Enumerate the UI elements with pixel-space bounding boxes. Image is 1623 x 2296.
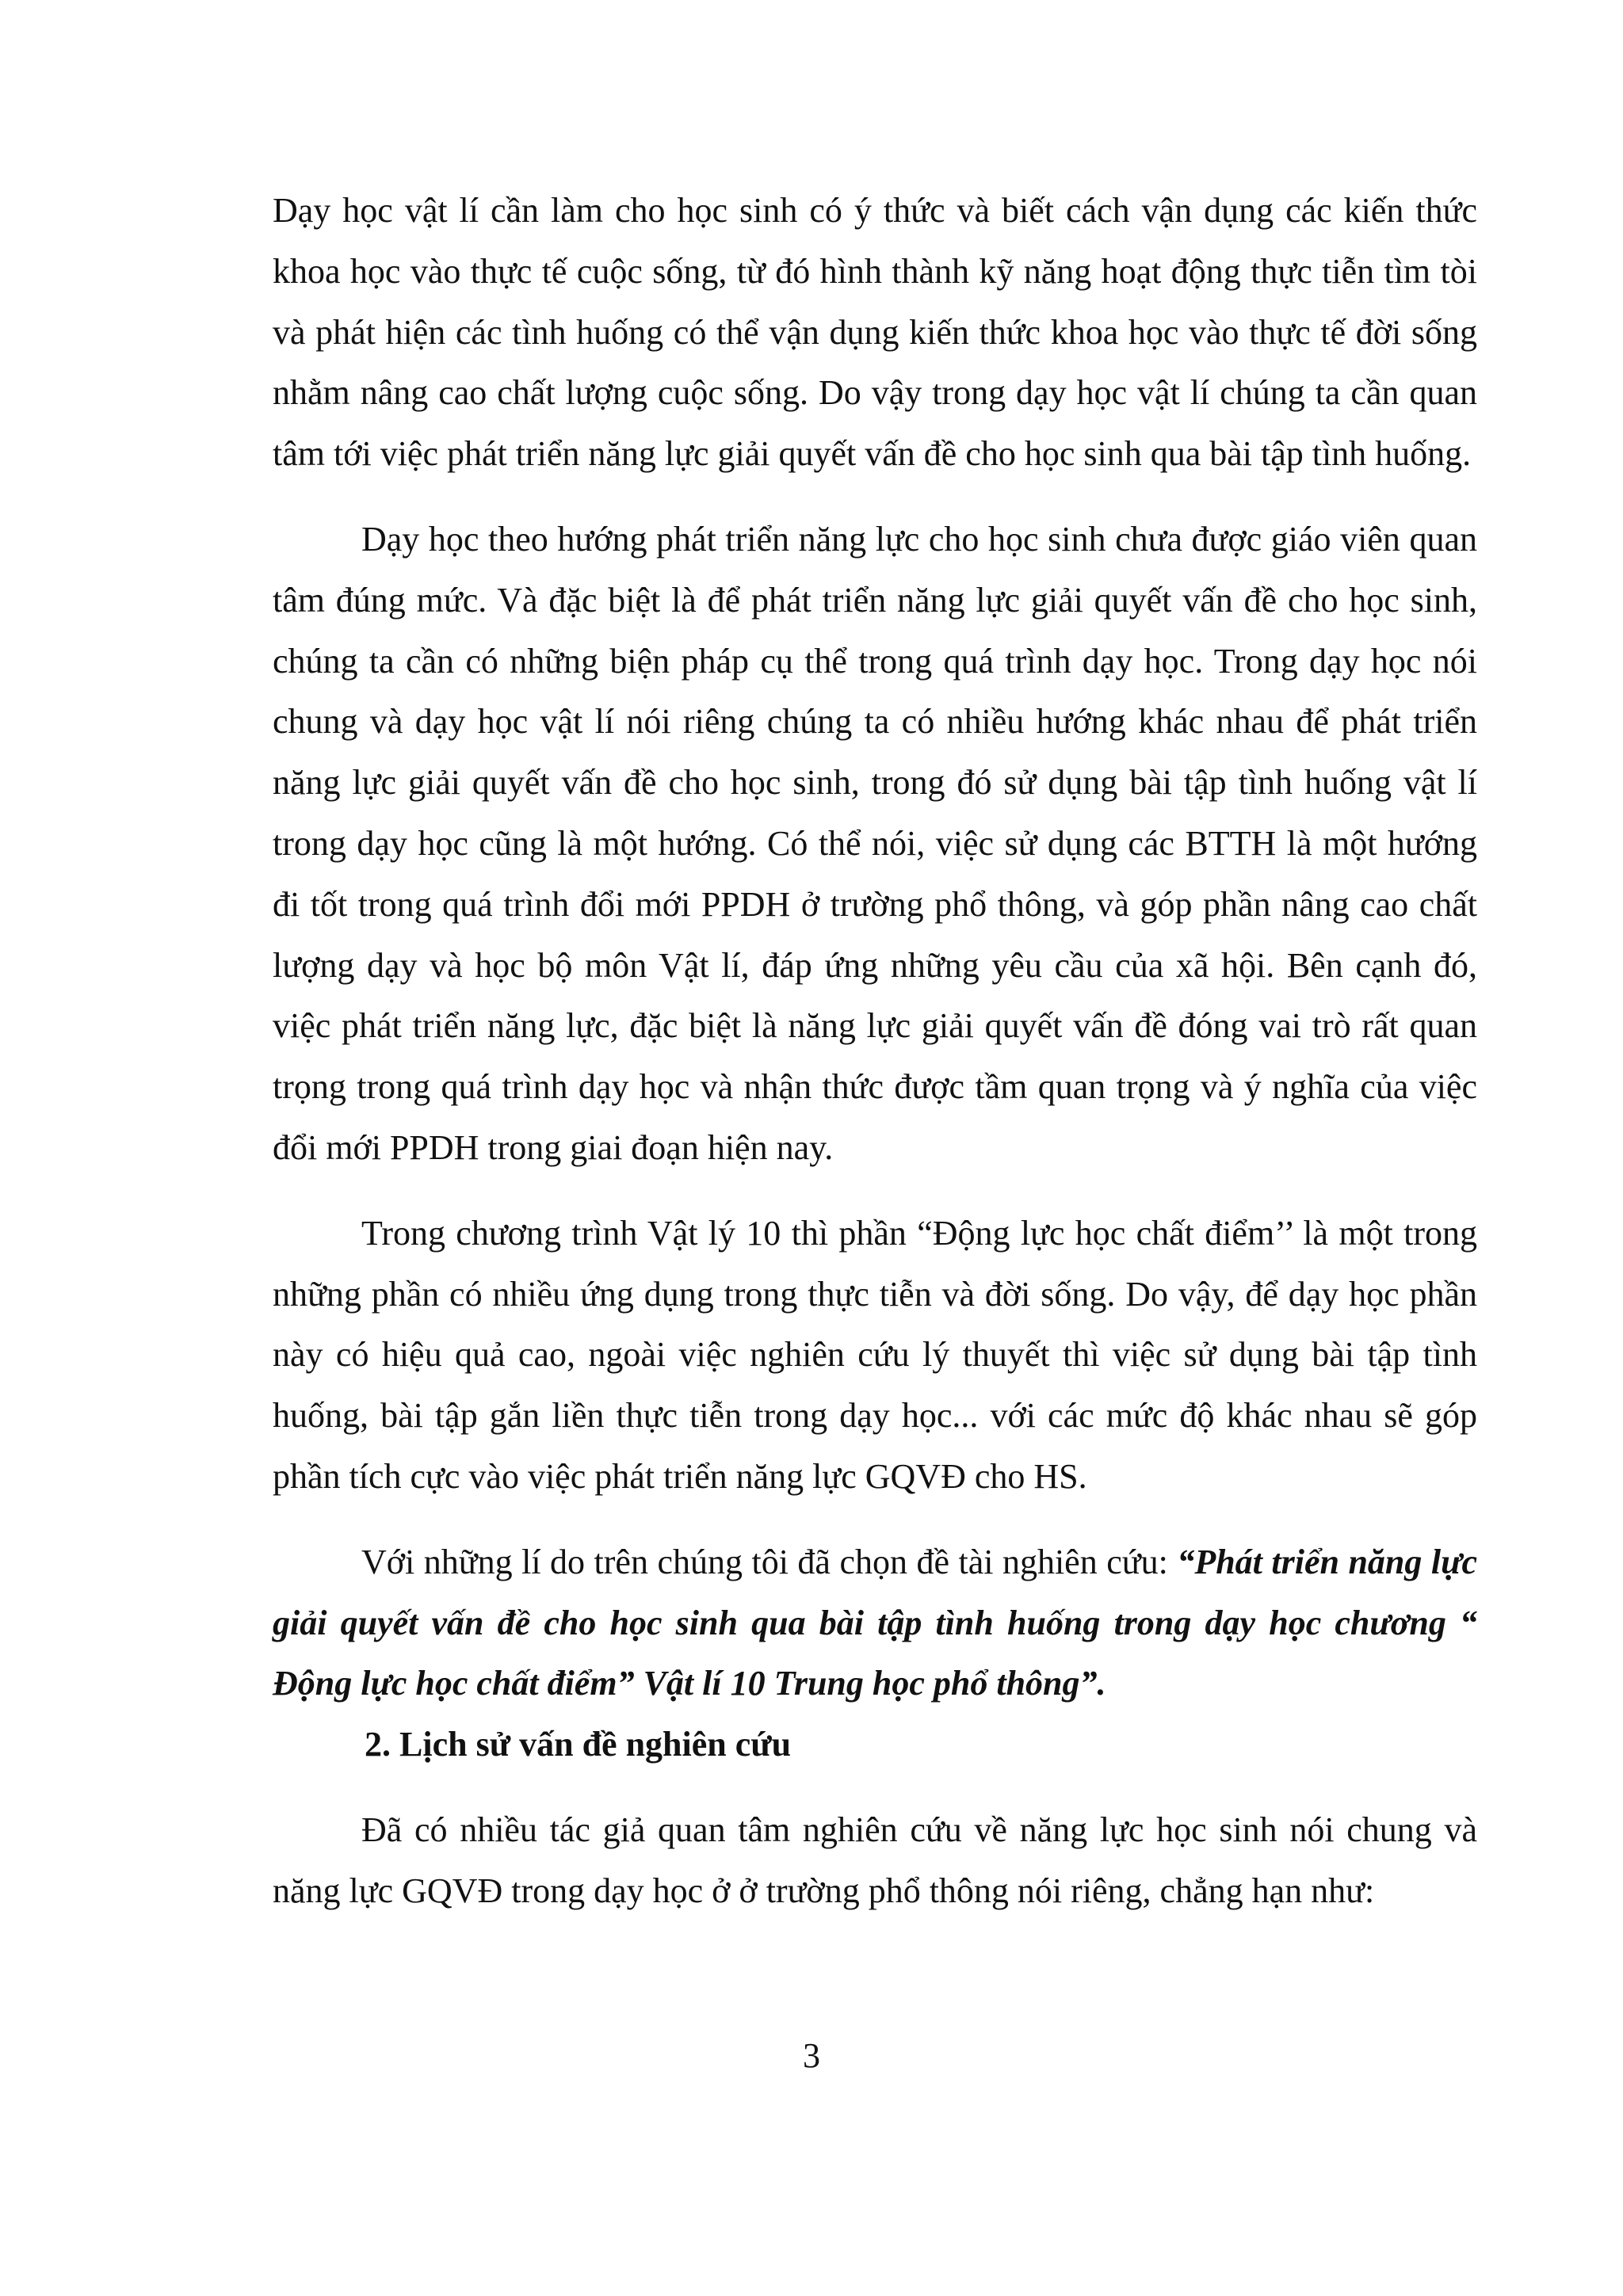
document-page: [273, 181, 1477, 1922]
topic-intro: Với những lí do trên chúng tôi đã chọn đề tài nghiên cứu:: [361, 1542, 1178, 1581]
section-heading: 2. Lịch sử vấn đề nghiên cứu: [365, 1725, 792, 1764]
paragraph-topic: [273, 1532, 1477, 1714]
paragraph-last: Đã có nhiều tác giả quan tâm nghiên cứu về năng lực học sinh nói chung và năng lực GQVĐ trong dạy học ở ở trường phổ thông nói riêng, chẳng hạn như:: [273, 1810, 1477, 1910]
paragraph-3: Trong chương trình Vật lý 10 thì phần “Động lực học chất điểm’’ là một trong những phần có nhiều ứng dụng trong thực tiễn và đời sống. Do vậy, để dạy học phần này có hiệu quả cao, ngoài việc nghiên cứu lý thuyết thì việc sử dụng bài tập tình huống, bài tập gắn liền thực tiễn trong dạy học... với các mức độ khác nhau sẽ góp phần tích cực vào việc phát triển năng lực GQVĐ cho HS.: [273, 1213, 1477, 1496]
page-number: 3: [803, 2036, 820, 2075]
topic-title: “Phát triển năng lực giải quyết vấn đề cho học sinh qua bài tập tình huống trong dạy học chương “ Động lực học chất điểm” Vật lí 10 Trung học phổ thông”.: [273, 1542, 1477, 1703]
paragraph-1: Dạy học vật lí cần làm cho học sinh có ý thức và biết cách vận dụng các kiến thức khoa học vào thực tế cuộc sống, từ đó hình thành kỹ năng hoạt động thực tiễn tìm tòi và phát hiện các tình huống có thể vận dụng kiến thức khoa học vào thực tế đời sống nhằm nâng cao chất lượng cuộc sống. Do vậy trong dạy học vật lí chúng ta cần quan tâm tới việc phát triển năng lực giải quyết vấn đề cho học sinh qua bài tập tình huống.: [273, 191, 1477, 474]
paragraph-2: Dạy học theo hướng phát triển năng lực cho học sinh chưa được giáo viên quan tâm đúng mức. Và đặc biệt là để phát triển năng lực giải quyết vấn đề cho học sinh, chúng ta cần có những biện pháp cụ thể trong quá trình dạy học. Trong dạy học nói chung và dạy học vật lí nói riêng chúng ta có nhiều hướng khác nhau để phát triển năng lực giải quyết vấn đề cho học sinh, trong đó sử dụng bài tập tình huống vật lí trong dạy học cũng là một hướng. Có thể nói, việc sử dụng các BTTH là một hướng đi tốt trong quá trình đổi mới PPDH ở trường phổ thông, và góp phần nâng cao chất lượng dạy và học bộ môn Vật lí, đáp ứng những yêu cầu của xã hội. Bên cạnh đó, việc phát triển năng lực, đặc biệt là năng lực giải quyết vấn đề đóng vai trò rất quan trọng trong quá trình dạy học và nhận thức được tầm quan trọng và ý nghĩa của việc đổi mới PPDH trong giai đoạn hiện nay.: [273, 519, 1477, 1167]
